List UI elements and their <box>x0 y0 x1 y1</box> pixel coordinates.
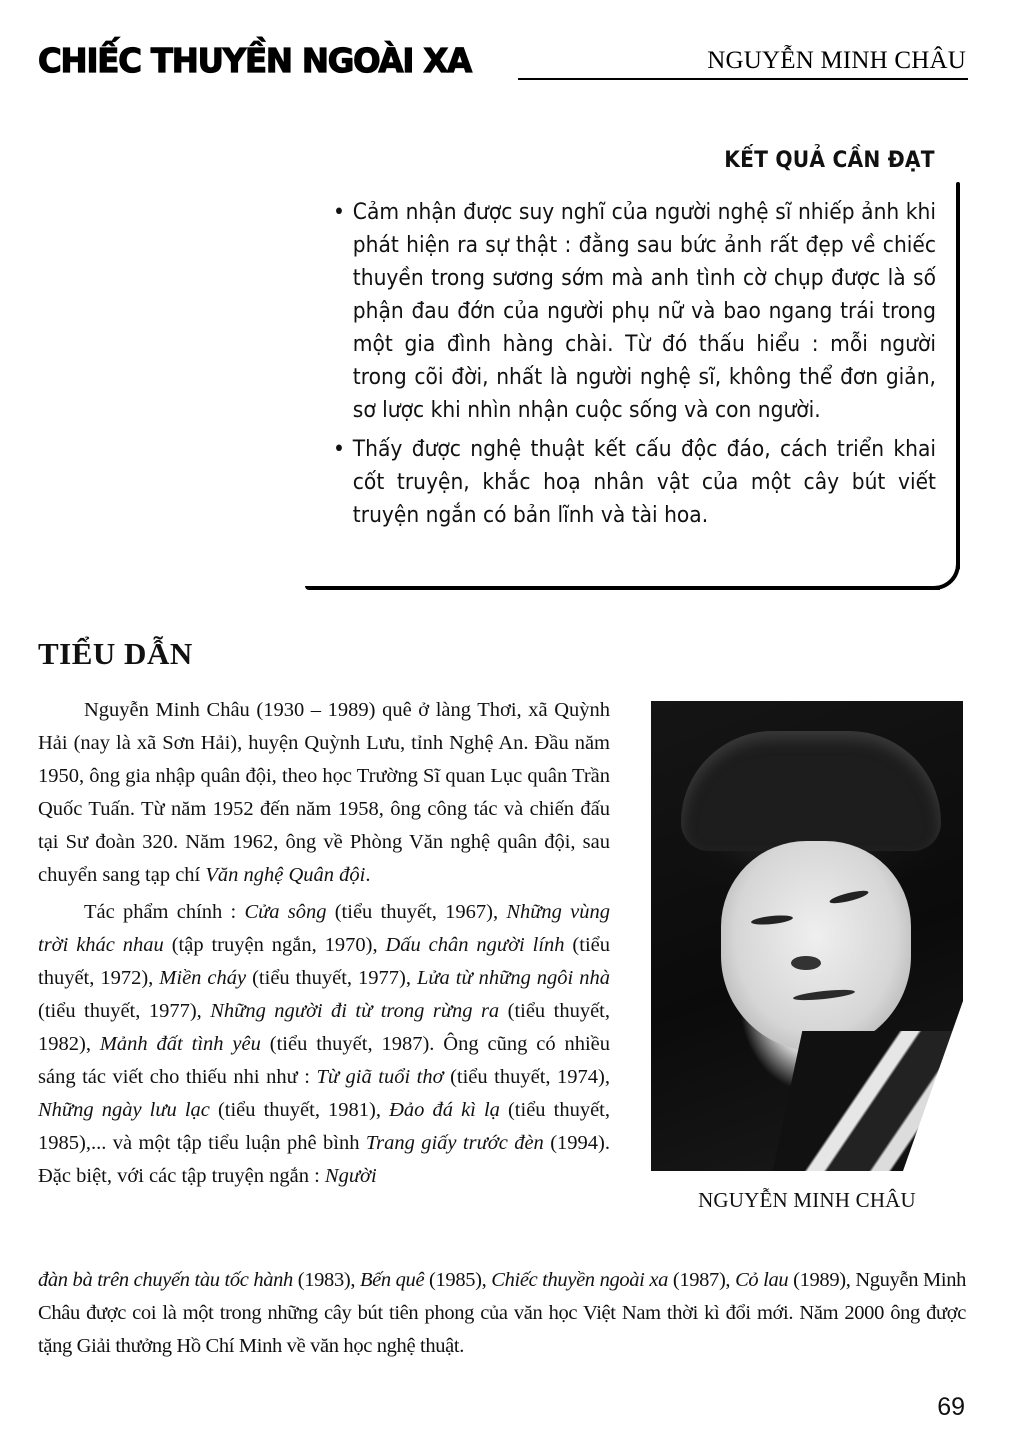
bio-paragraph-2-continuation <box>38 1264 966 1363</box>
bio-text-run: (1985), <box>424 1269 492 1291</box>
bio-text-run: (tiểu thuyết, 1981), <box>209 1099 390 1121</box>
magazine-title: Văn nghệ Quân đội <box>205 864 366 886</box>
goals-list <box>333 196 936 538</box>
work-title: Mảnh đất tình yêu <box>99 1033 261 1055</box>
bio-text-run: (tiểu thuyết, 1982), <box>38 1000 610 1055</box>
bio-text-run: (tiểu thuyết, 1974), <box>443 1066 610 1088</box>
goal-text: Cảm nhận được suy nghĩ của người nghệ sĩ nhiếp ảnh khi phát hiện ra sự thật : đằng sau bức ảnh rất đẹp về chiếc thuyền trong sương sớm mà anh tình cờ chụp được là số phận đau đớn của người phụ nữ và bao ngang trái trong một gia đình hàng chài. Từ đó thấu hiểu : mỗi người trong cõi đời, nhất là người nghệ sĩ, không thể đơn giản, sơ lược khi nhìn nhận cuộc sống và con người. <box>352 199 936 423</box>
header-author: NGUYỄN MINH CHÂU <box>699 46 966 76</box>
work-title: Lửa từ những ngôi nhà <box>416 967 610 989</box>
bio-text-run: (tiểu thuyết, 1967), <box>326 901 507 923</box>
bio-text-run: (tiểu thuyết, 1972), <box>38 934 610 989</box>
bio-text-run: (tiểu thuyết, 1977), <box>246 967 417 989</box>
work-title: Những ngày lưu lạc <box>38 1099 210 1121</box>
bio-text-run: (tiểu thuyết, 1977), <box>38 1000 211 1022</box>
bio-text-run: (tập truyện ngắn, 1970), <box>163 934 386 956</box>
work-title: đàn bà trên chuyến tàu tốc hành <box>38 1269 293 1291</box>
bio-paragraph-1 <box>38 694 610 892</box>
work-title: Người <box>324 1165 377 1187</box>
work-title: Cửa sông <box>244 901 327 923</box>
work-title: Đảo đá kì lạ <box>389 1099 500 1121</box>
bio-text-run: (tiểu thuyết, 1985),... và một tập tiểu luận phê bình <box>38 1099 610 1154</box>
chapter-title: CHIẾC THUYỀN NGOÀI XA <box>38 41 471 80</box>
portrait-face <box>721 841 911 1051</box>
bio-text-run: (tiểu thuyết, 1987). Ông cũng có nhiều sáng tác viết cho thiếu nhi như : <box>38 1033 610 1088</box>
box-corner <box>932 562 960 590</box>
bio-text <box>38 694 610 1197</box>
work-title: Cỏ lau <box>735 1269 789 1291</box>
work-title: Miền cháy <box>159 967 247 989</box>
goal-item <box>333 196 936 427</box>
portrait-nose <box>791 956 821 970</box>
goal-item <box>333 433 936 532</box>
bullet-icon: • <box>333 199 345 225</box>
work-title: Trang giấy trước đèn <box>365 1132 544 1154</box>
bio-text-run: (1987), <box>668 1269 736 1291</box>
work-title: Chiếc thuyền ngoài xa <box>491 1269 669 1291</box>
author-portrait <box>651 701 963 1171</box>
page-number: 69 <box>937 1393 965 1421</box>
bio-text-run: (1983), <box>292 1269 360 1291</box>
photo-caption: NGUYỄN MINH CHÂU <box>698 1188 916 1212</box>
goal-text: Thấy được nghệ thuật kết cấu độc đáo, cách triển khai cốt truyện, khắc hoạ nhân vật của một cây bút viết truyện ngắn có bản lĩnh và tài hoa. <box>352 436 936 528</box>
work-title: Những người đi từ trong rừng ra <box>210 1000 500 1022</box>
box-border-right <box>956 182 960 570</box>
bio-paragraph-2 <box>38 896 610 1193</box>
work-title: Từ giã tuổi thơ <box>316 1066 444 1088</box>
box-border-bottom <box>305 586 940 590</box>
goals-title: KẾT QUẢ CẦN ĐẠT <box>724 148 935 173</box>
work-title: Dấu chân người lính <box>385 934 565 956</box>
bullet-icon: • <box>333 436 345 462</box>
portrait-hat <box>681 731 941 851</box>
bio-text-run: (1989), Nguyễn Minh Châu được coi là một trong những cây bút tiên phong của văn học Việt Nam thời kì đổi mới. Năm 2000 ông được tặng Giải thưởng Hồ Chí Minh về văn học nghệ thuật. <box>38 1269 967 1357</box>
bio-text-run: Nguyễn Minh Châu (1930 – 1989) quê ở làng Thơi, xã Quỳnh Hải (nay là xã Sơn Hải), huyện Quỳnh Lưu, tỉnh Nghệ An. Đầu năm 1950, ông gia nhập quân đội, theo học Trường Sĩ quan Lục quân Trần Quốc Tuấn. Từ năm 1952 đến năm 1958, ông công tác và chiến đấu tại Sư đoàn 320. Năm 1962, ông về Phòng Văn nghệ quân đội, sau chuyển sang tạp chí <box>38 699 610 886</box>
bio-text-run: . <box>365 864 371 886</box>
bio-text-run: Tác phẩm chính : <box>84 901 245 923</box>
goals-box <box>305 172 960 590</box>
section-title: TIỂU DẪN <box>38 636 193 671</box>
page-header <box>38 40 968 82</box>
bio-text-run: (1994). Đặc biệt, với các tập truyện ngắn : <box>38 1132 610 1187</box>
work-title: Bến quê <box>359 1269 425 1291</box>
header-rule <box>518 78 968 80</box>
work-title: Những vùng trời khác nhau <box>38 901 610 956</box>
